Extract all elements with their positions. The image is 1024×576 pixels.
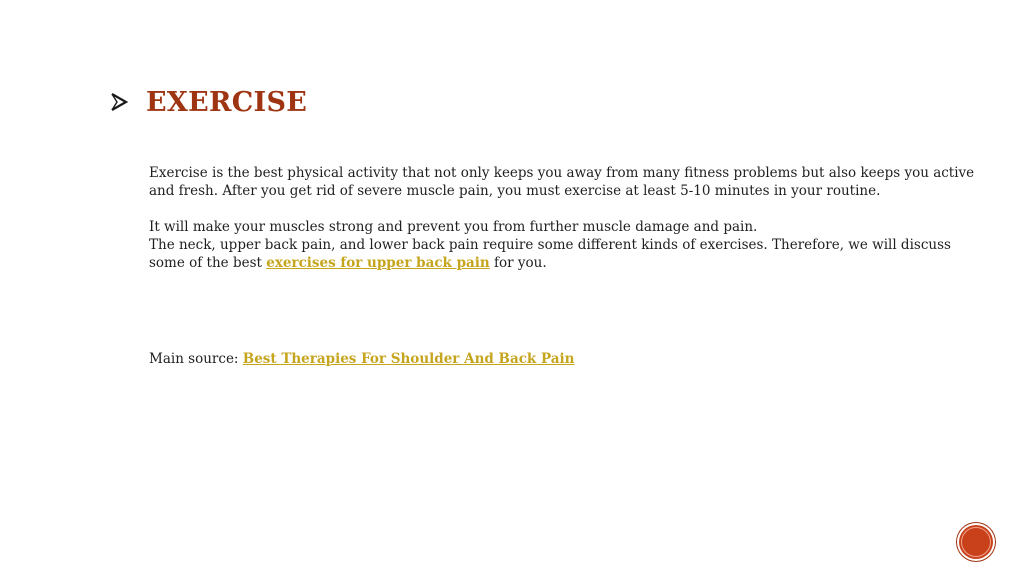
paragraph-muscles: It will make your muscles strong and prevent you from further muscle damage and pain. [149,219,758,235]
paragraph-exercises [149,236,989,272]
title-row [108,84,307,120]
page-number-badge-ring [961,527,991,557]
paragraph-gap [149,200,989,218]
main-source-line [149,350,574,368]
paragraph-exercises-tail: for you. [489,255,547,271]
page-number-badge [957,523,995,561]
source-label: Main source: [149,351,243,367]
exercises-link[interactable]: exercises for upper back pain [266,255,490,271]
paragraph-exercises-text: The neck, upper back pain, and lower back pain require some different kinds of exercises. Therefore, we will discuss some of the best [149,237,951,271]
source-link[interactable]: Best Therapies For Shoulder And Back Pain [242,351,575,367]
paragraph-intro: Exercise is the best physical activity that not only keeps you away from many fitness problems but also keeps you active and fresh. After you get rid of severe muscle pain, you must exercise at least 5-10 minutes in your routine. [149,165,975,199]
arrow-bullet-icon [108,91,130,113]
slide-body [149,164,989,272]
slide-title: EXERCISE [146,86,308,118]
